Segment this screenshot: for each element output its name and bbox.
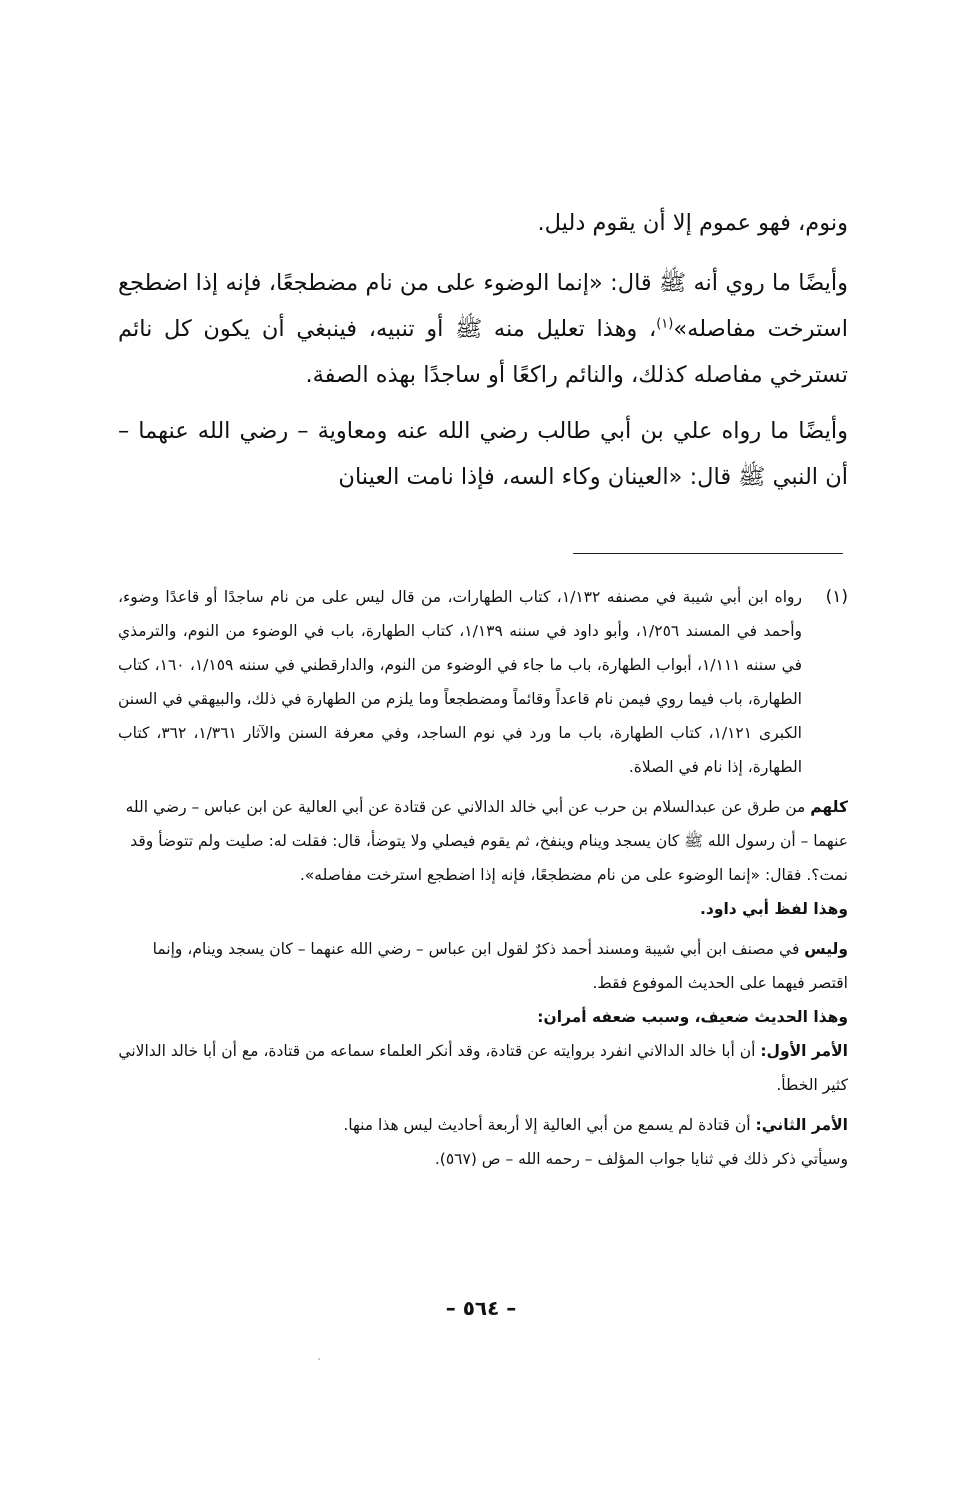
footnote-paragraph-7-lead: الأمر الثاني: [755,1116,848,1134]
footnote-paragraph-7 [118,1108,848,1142]
footnote-1 [118,580,848,784]
footnote-paragraph-1: رواه ابن أبي شيبة في مصنفه ١/١٣٢، كتاب الطهارات، من قال ليس على من نام ساجدًا أو قاعدًا وضوء، وأحمد في المسند ١/٢٥٦، وأبو داود في سننه ١/١٣٩، كتاب الطهارة، باب في الوضوء من النوم، والترمذي في سننه ١/١١١، أبواب الطهارة، باب ما جاء في الوضوء من النوم، والدارقطني في سننه ١/١٥٩، ١٦٠، كتاب الطهارة، باب فيما روي فيمن نام قاعداً وقائماً ومضطجعاً وما يلزم من الطهارة في ذلك، والبيهقي في السنن الكبرى ١/١٢١، كتاب الطهارة، باب ما ورد في نوم الساجد، وفي معرفة السنن والآثار ١/٣٦١، ٣٦٢، كتاب الطهارة، إذا نام في الصلاة. [118,588,802,776]
main-text [118,200,848,510]
main-paragraph-1: ونوم، فهو عموم إلا أن يقوم دليل. [537,210,848,236]
footnote-paragraph-8: وسيأتي ذكر ذلك في ثنايا جواب المؤلف – رحمه الله – ص (٥٦٧). [434,1150,848,1168]
footnote-paragraph-4-lead: وليس [804,940,848,958]
footnote-paragraph-5: وهذا الحديث ضعيف، وسبب ضعفه أمران: [537,1008,848,1026]
footnote-paragraph-4-text: في مصنف ابن أبي شيبة ومسند أحمد ذكرٌ لقول ابن عباس – رضي الله عنهما – كان يسجد وينام، وإنما اقتصر فيهما على الحديث الموفوع فقط. [152,940,848,992]
footnote-paragraph-3: وهذا لفظ أبي داود. [700,900,848,918]
footnote-paragraph-4 [118,932,848,1000]
footnote-body [118,580,802,784]
main-paragraph-2-text-a: وأيضًا ما روي أنه ﷺ قال: «إنما الوضوء على من نام مضطجعًا، فإنه إذا اضطجع استرخت مفاصله» [118,270,848,342]
footnote-paragraph-2-text: من طرق عن عبدالسلام بن حرب عن أبي خالد الدالاني عن قتادة عن أبي العالية عن ابن عباس – رضي الله عنهما – أن رسول الله ﷺ كان يسجد وينام وينفخ، ثم يقوم فيصلي ولا يتوضأ، قال: فقلت له: صليت ولم تتوضأ وقد نمت؟. فقال: «إنما الوضوء على من نام مضطجعًا، فإنه إذا اضطجع استرخت مفاصله». [125,798,848,884]
footnote-paragraph-6-lead: الأمر الأول: [760,1042,848,1060]
footnotes [118,580,848,1176]
page-number: – ٥٦٤ – [445,1296,517,1320]
footnote-marker: (١) [825,587,848,607]
scan-speck [318,1358,320,1360]
footnote-paragraph-2 [118,790,848,892]
footnote-paragraph-2-lead: كلهم [810,798,848,816]
footnote-separator [573,553,843,554]
main-paragraph-2 [118,260,848,398]
footnote-reference: (١) [656,316,674,332]
main-paragraph-3: وأيضًا ما رواه علي بن أبي طالب رضي الله عنه ومعاوية – رضي الله عنهما – أن النبي ﷺ قال: «العينان وكاء السه، فإذا نامت العينان [118,418,848,490]
main-paragraph-2-text-b: ، وهذا تعليل منه ﷺ أو تنبيه، فينبغي أن يكون كل نائم تسترخي مفاصله كذلك، والنائم راكعًا أو ساجدًا بهذه الصفة. [118,316,848,388]
footnote-paragraph-6-text: أن أبا خالد الدالاني انفرد بروايته عن قتادة، وقد أنكر العلماء سماعه من قتادة، مع أن أبا خالد الدالاني كثير الخطأ. [118,1042,848,1094]
footnote-paragraph-6 [118,1034,848,1102]
footnote-paragraph-7-text: أن قتادة لم يسمع من أبي العالية إلا أربعة أحاديث ليس هذا منها. [343,1116,751,1134]
